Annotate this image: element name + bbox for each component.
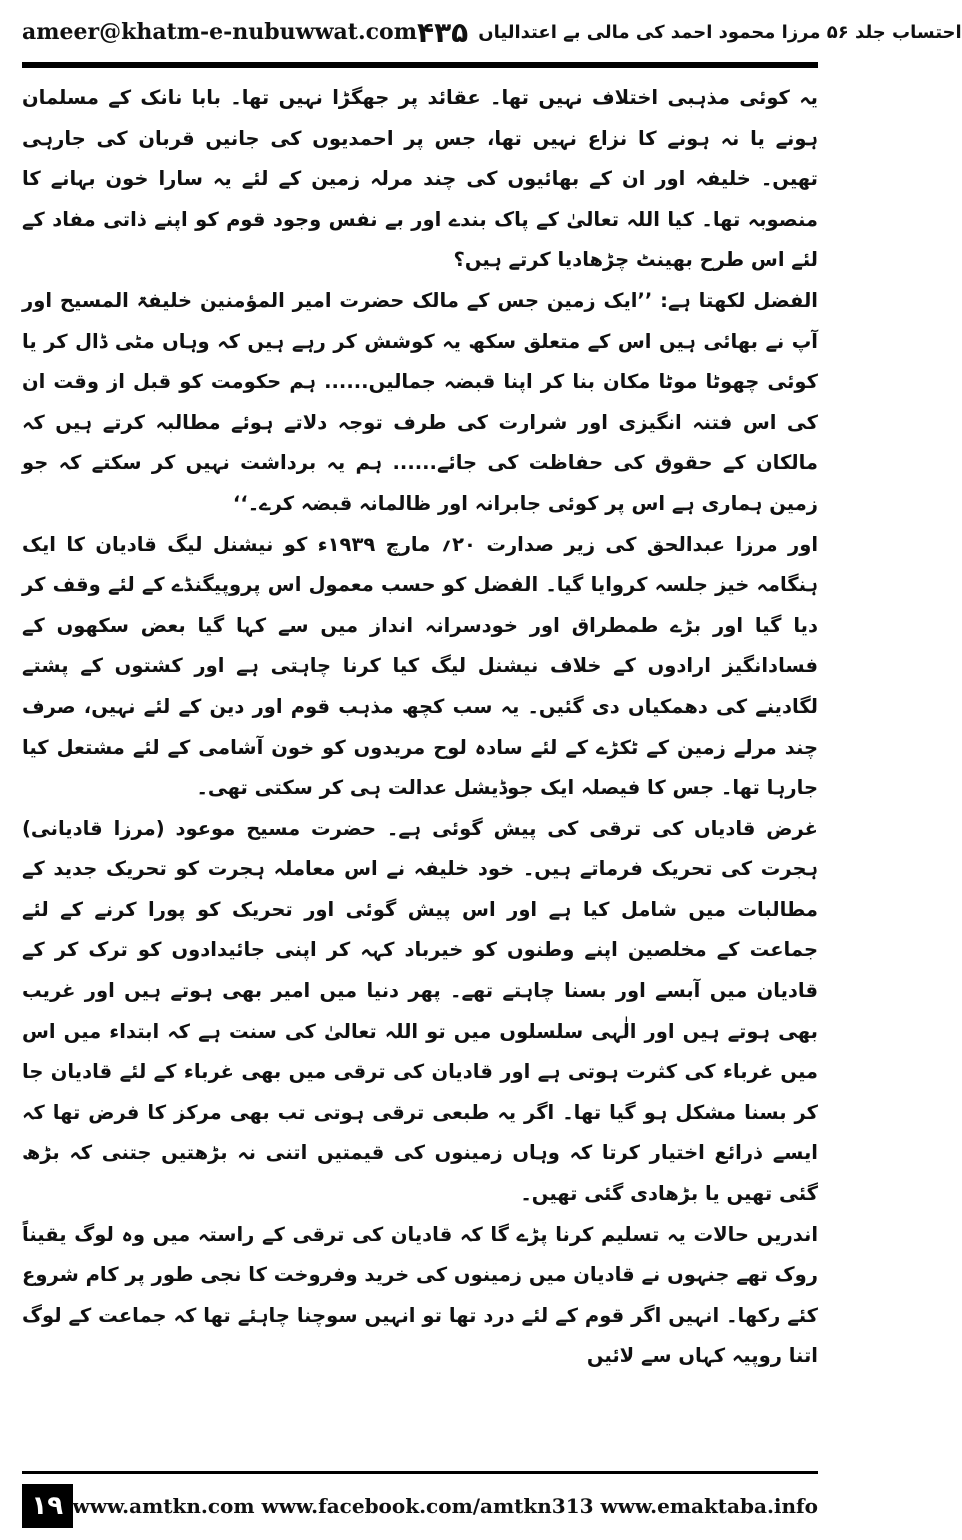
running-header — [22, 10, 962, 54]
body-text — [22, 78, 818, 1460]
footer-urls[interactable]: www.amtkn.com www.facebook.com/amtkn313 www.emaktaba.info — [72, 1494, 818, 1518]
footer — [22, 1480, 818, 1532]
header-page-number: ۴۳۵ — [416, 15, 469, 49]
paragraph-3: اور مرزا عبدالحق کی زیر صدارت ۲۰؍ مارچ ۱۹۳۹ء کو نیشنل لیگ قادیان کا ایک ہنگامہ خیز جلسہ کروایا گیا۔ الفضل کو حسب معمول اس پروپیگنڈے کے لئے وقف کر دیا گیا اور بڑے طمطراق اور خودسرانہ انداز میں سے کہا گیا بعض سکھوں کے فسادانگیز ارادوں کے خلاف نیشنل لیگ کیا کرنا چاہتی ہے اور کشتوں کے پشتے لگادینے کی دھمکیاں دی گئیں۔ یہ سب کچھ مذہب قوم اور دین کے لئے نہیں، صرف چند مرلے زمین کے ٹکڑے کے لئے سادہ لوح مریدوں کو خون آشامی کے لئے مشتعل کیا جارہا تھا۔ جس کا فیصلہ ایک جوڈیشل عدالت ہی کر سکتی تھی۔ — [22, 532, 819, 800]
footer-rule — [22, 1471, 818, 1474]
paragraph-2: الفضل لکھتا ہے: ’’ایک زمین جس کے مالک حضرت امیر المؤمنین خلیفۃ المسیح اور آپ نے بھائی ہیں اس کے متعلق سکھ یہ کوشش کر رہے ہیں کہ وہاں مٹی ڈال کر یا کوئی چھوٹا موٹا مکان بنا کر اپنا قبضہ جمالیں...... ہم حکومت کو قبل از وقت ان کی اس فتنہ انگیزی اور شرارت کی طرف توجہ دلاتے ہوئے مطالبہ کرتے ہیں کہ مالکان کے حقوق کی حفاظت کی جائے...... ہم یہ برداشت نہیں کر سکتے کہ جو زمین ہماری ہے اس پر کوئی جابرانہ اور ظالمانہ قبضہ کرے۔‘‘ — [22, 288, 818, 515]
footer-folio: ۱۹ — [22, 1484, 73, 1528]
paragraph-1: یہ کوئی مذہبی اختلاف نہیں تھا۔ عقائد پر جھگڑا نہیں تھا۔ بابا نانک کے مسلمان ہونے یا نہ ہونے کا نزاع نہیں تھا، جس پر احمدیوں کی جانیں قربان کی جارہی تھیں۔ خلیفہ اور ان کے بھائیوں کی چند مرلہ زمین کے لئے یہ سارا خون بہانے کا منصوبہ تھا۔ کیا اللہ تعالیٰ کے پاک بندے اور بے نفس وجود قوم کو اپنے ذاتی مفاد کے لئے اس طرح بھینٹ چڑھادیا کرتے ہیں؟ — [22, 86, 818, 272]
paragraph-5: اندریں حالات یہ تسلیم کرنا پڑے گا کہ قادیان کی ترقی کے راستہ میں وہ لوگ یقیناً روک تھے جنہوں نے قادیان میں زمینوں کی خرید وفروخت کا نجی طور پر کام شروع کئے رکھا۔ انہیں اگر قوم کے لئے درد تھا تو انہیں سوچنا چاہئے تھا کہ جماعت کے لوگ اتنا روپیہ کہاں سے لائیں — [22, 1222, 818, 1368]
header-email[interactable]: ameer@khatm-e-nubuwwat.com — [22, 19, 417, 45]
header-rule — [22, 62, 818, 68]
paragraph-4: غرض قادیاں کی ترقی کی پیش گوئی ہے۔ حضرت مسیح موعود (مرزا قادیانی) ہجرت کی تحریک فرماتے ہیں۔ خود خلیفہ نے اس معاملہ ہجرت کو تحریک جدید کے مطالبات میں شامل کیا ہے اور اس پیش گوئی اور تحریک کو پورا کرنے کے لئے جماعت کے مخلصین اپنے وطنوں کو خیرباد کہہ کر اپنی جائیدادوں کو ترک کر کے قادیان میں آبسے اور بسنا چاہتے تھے۔ پھر دنیا میں امیر بھی ہوتے ہیں اور غریب بھی ہوتے ہیں اور الٰہی سلسلوں میں تو اللہ تعالیٰ کی سنت ہے کہ ابتداء میں اس میں غرباء کی کثرت ہوتی ہے اور قادیان کی ترقی میں بھی غرباء کے لئے قادیان جا کر بسنا مشکل ہو گیا تھا۔ اگر یہ طبعی ترقی ہوتی تب بھی مرکز کا فرض تھا کہ ایسے ذرائع اختیار کرتا کہ وہاں زمینوں کی قیمتیں اتنی نہ بڑھتیں جتنی کہ بڑھ گئی تھیں یا بڑھادی گئی تھیں۔ — [22, 816, 818, 1206]
header-title: احتساب جلد ۵۶ مرزا محمود احمد کی مالی بے اعتدالیاں — [478, 21, 962, 43]
header-title-block — [417, 16, 962, 49]
